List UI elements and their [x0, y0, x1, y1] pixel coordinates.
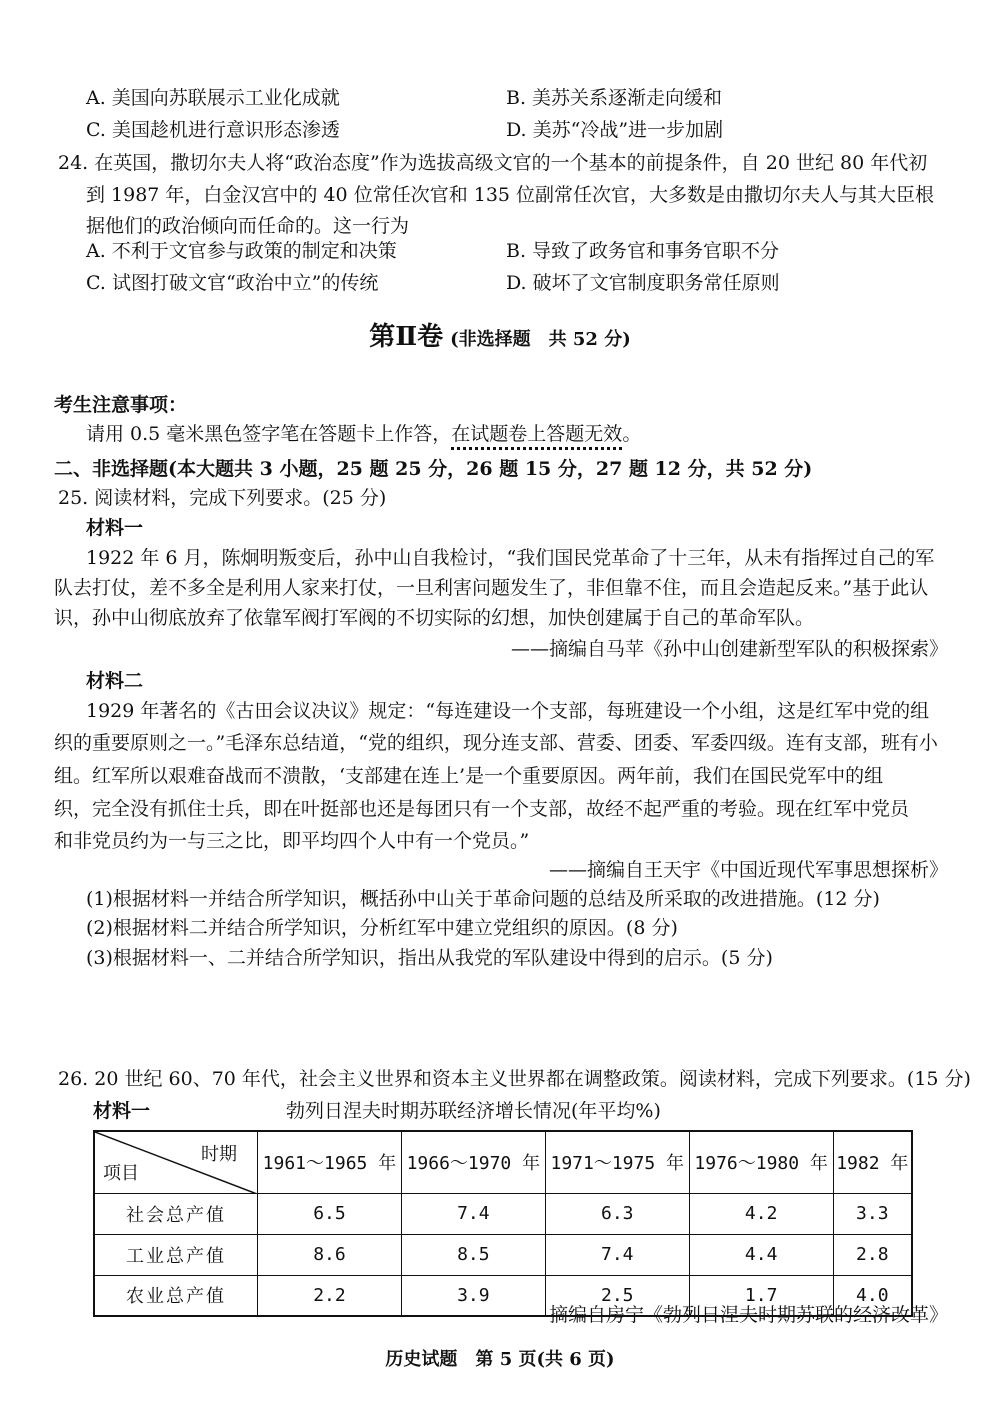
row-label: 社会总产值	[94, 1193, 258, 1234]
q25-material2-title: 材料二	[86, 670, 144, 692]
table-cell: 6.5	[258, 1193, 402, 1234]
table-header-row	[94, 1131, 912, 1193]
q25-material2-line1: 1929 年著名的《古田会议决议》规定：“每连建设一个支部，每班建设一个小组，这是红军中党的组	[86, 700, 930, 722]
row-label: 农业总产值	[94, 1275, 258, 1316]
table-title: 勃列日涅夫时期苏联经济增长情况(年平均%)	[286, 1100, 661, 1122]
q25-material2-source: ——摘编自王天宇《中国近现代军事思想探析》	[548, 859, 948, 881]
q25-material2-line4: 织，完全没有抓住士兵，即在叶挺部也还是每团只有一个支部，故经不起严重的考验。现在红军中党员	[54, 798, 910, 820]
page-footer: 历史试题 第 5 页(共 6 页)	[385, 1349, 615, 1370]
table-row	[94, 1234, 912, 1275]
header-item-label: 项目	[103, 1162, 139, 1184]
table-cell: 7.4	[545, 1234, 689, 1275]
column-header: 1976～1980 年	[689, 1131, 833, 1193]
q25-question1: (1)根据材料一并结合所学知识，概括孙中山关于革命问题的总结及所采取的改进措施。(12 分)	[86, 888, 880, 910]
q25-material1-line2: 队去打仗，差不多全是利用人家来打仗，一旦利害问题发生了，非但靠不住，而且会造起反来。”基于此认	[54, 577, 929, 599]
column-header: 1971～1975 年	[545, 1131, 689, 1193]
q25-question3: (3)根据材料一、二并结合所学知识，指出从我党的军队建设中得到的启示。(5 分)	[86, 947, 773, 969]
table-cell: 3.3	[833, 1193, 912, 1234]
notice-heading: 考生注意事项：	[54, 394, 188, 416]
table-cell: 4.0	[833, 1275, 912, 1316]
q23-option-b: B. 美苏关系逐渐走向缓和	[506, 87, 723, 109]
table-cell: 2.2	[258, 1275, 402, 1316]
column-header: 1961～1965 年	[258, 1131, 402, 1193]
q24-option-d: D. 破坏了文官制度职务常任原则	[506, 272, 780, 294]
table-cell: 3.9	[401, 1275, 545, 1316]
table-cell: 8.5	[401, 1234, 545, 1275]
table-cell: 7.4	[401, 1193, 545, 1234]
table-cell: 2.8	[833, 1234, 912, 1275]
table-row	[94, 1193, 912, 1234]
q25-material2-line5: 和非党员约为一与三之比，即平均四个人中有一个党员。”	[54, 830, 530, 852]
q24-option-c: C. 试图打破文官“政治中立”的传统	[86, 272, 379, 294]
section-title-sub: (非选择题 共 52 分)	[450, 329, 631, 350]
notice-text	[86, 421, 641, 447]
q23-option-a: A. 美国向苏联展示工业化成就	[86, 87, 340, 109]
table-cell: 4.2	[689, 1193, 833, 1234]
section-title	[0, 316, 1000, 353]
q26-intro: 26. 20 世纪 60、70 年代，社会主义世界和资本主义世界都在调整政策。阅读材料，完成下列要求。(15 分)	[58, 1068, 971, 1090]
q23-option-d: D. 美苏“冷战”进一步加剧	[506, 119, 724, 141]
q25-material2-line2: 织的重要原则之一。”毛泽东总结道，“党的组织，现分连支部、营委、团委、军委四级。连有支部，班有小	[54, 732, 938, 754]
table-cell: 1.7	[689, 1275, 833, 1316]
q24-stem-line2: 到 1987 年，白金汉宫中的 40 位常任次官和 135 位副常任次官，大多数是由撒切尔夫人与其大臣根	[86, 184, 935, 206]
row-label: 工业总产值	[94, 1234, 258, 1275]
table-diagonal-header	[94, 1131, 258, 1193]
table-cell: 4.4	[689, 1234, 833, 1275]
notice-text-before: 请用 0.5 毫米黑色签字笔在答题卡上作答，	[86, 423, 452, 445]
q24-option-b: B. 导致了政务官和事务官职不分	[506, 240, 780, 262]
header-period-label: 时期	[201, 1144, 237, 1165]
q25-material2-line3: 组。红军所以艰难奋战而不溃散，‘支部建在连上’是一个重要原因。两年前，我们在国民党军中的组	[54, 765, 884, 787]
q25-material1-title: 材料一	[86, 517, 144, 539]
table-cell: 8.6	[258, 1234, 402, 1275]
column-header: 1966～1970 年	[401, 1131, 545, 1193]
q25-material1-line1: 1922 年 6 月，陈炯明叛变后，孙中山自我检讨，“我们国民党革命了十三年，从未有指挥过自己的军	[86, 547, 935, 569]
table-cell: 6.3	[545, 1193, 689, 1234]
q26-material1-title: 材料一	[93, 1100, 151, 1122]
column-header: 1982 年	[833, 1131, 912, 1193]
q25-material1-line3: 识，孙中山彻底放弃了依靠军阀打军阀的不切实际的幻想，加快创建属于自己的革命军队。	[54, 607, 815, 629]
q24-option-a: A. 不利于文官参与政策的制定和决策	[86, 240, 397, 262]
notice-text-emphasis: 在试题卷上答题无效	[451, 423, 623, 445]
notice-text-after: 。	[622, 423, 642, 445]
economic-growth-table	[93, 1130, 913, 1317]
q24-stem-line3: 据他们的政治倾向而任命的。这一行为	[86, 215, 410, 237]
q24-stem-line1: 24. 在英国，撒切尔夫人将“政治态度”作为选拔高级文官的一个基本的前提条件，自 20 世纪 80 年代初	[58, 152, 928, 174]
table-cell: 2.5	[545, 1275, 689, 1316]
q25-material1-source: ——摘编自马苹《孙中山创建新型军队的积极探索》	[510, 638, 948, 660]
q23-option-c: C. 美国趁机进行意识形态渗透	[86, 119, 340, 141]
section-title-main: 第Ⅱ卷	[369, 322, 444, 352]
part2-heading: 二、非选择题(本大题共 3 小题，25 题 25 分，26 题 15 分，27 题 12 分，共 52 分)	[54, 458, 813, 480]
q25-question2: (2)根据材料二并结合所学知识，分析红军中建立党组织的原因。(8 分)	[86, 917, 678, 939]
q26-table-source: ——摘编自房宁《勃列日涅夫时期苏联的经济改革》	[510, 1304, 948, 1326]
q25-intro: 25. 阅读材料，完成下列要求。(25 分)	[58, 487, 387, 509]
